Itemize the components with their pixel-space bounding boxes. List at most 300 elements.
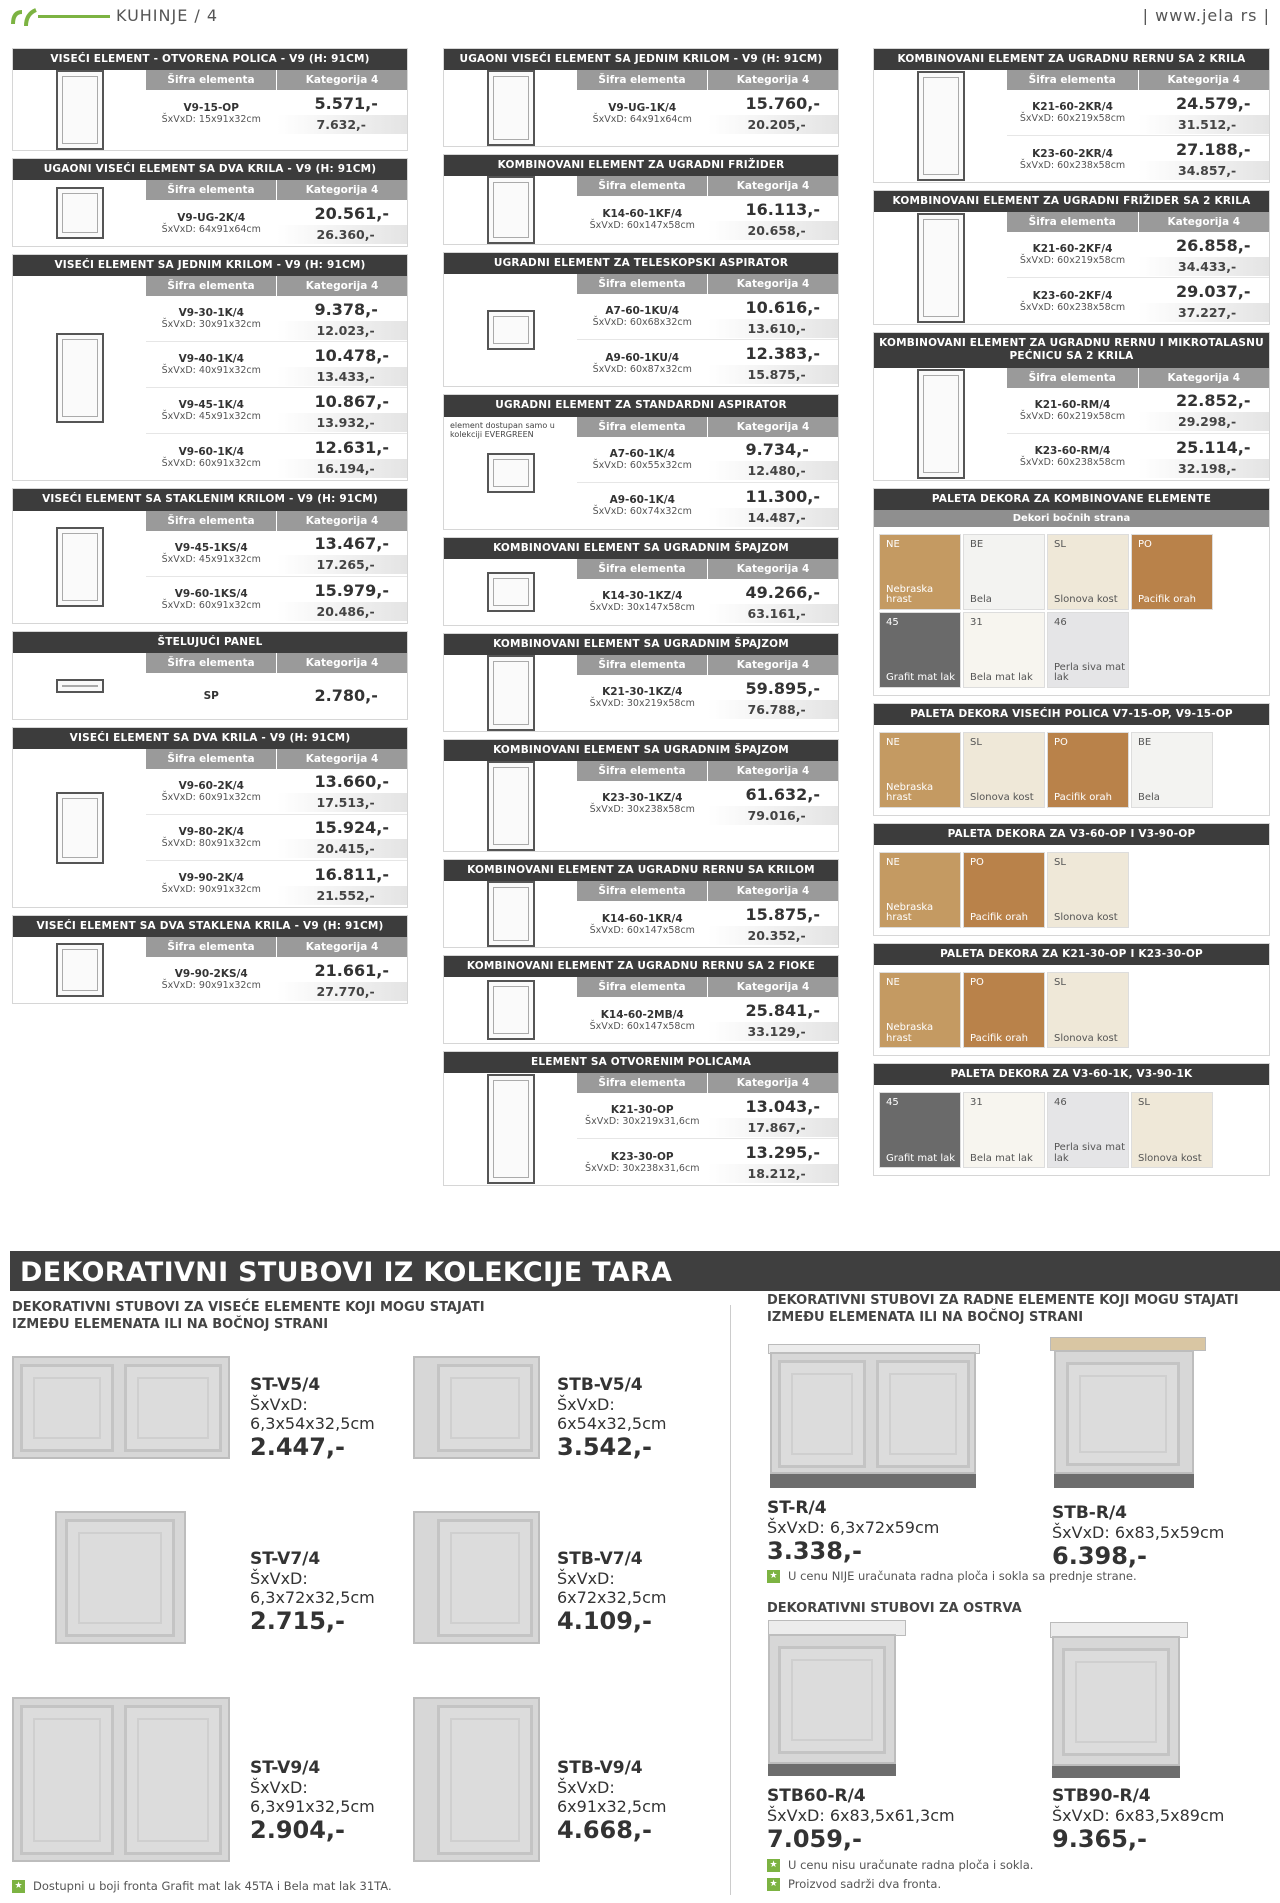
product-dim: 6,3x54x32,5cm (250, 1414, 375, 1433)
product-dimensions: ŠxVxD: 60x74x32cm (592, 506, 692, 517)
price-regular: 16.194,- (277, 459, 408, 478)
table-header (1007, 368, 1269, 388)
decor-swatch[interactable] (880, 733, 960, 807)
column-header-category: Kategorija 4 (707, 761, 838, 781)
product-image-stb-v9 (413, 1697, 540, 1862)
decor-palette (873, 943, 1270, 1056)
product-code: V9-15-OP (183, 101, 239, 114)
cabinet-icon (917, 71, 965, 181)
table-header (577, 559, 838, 579)
product-section (443, 154, 839, 245)
product-section (443, 252, 839, 387)
table-row (577, 579, 838, 625)
product-dimensions: ŠxVxD: 60x91x32cm (161, 600, 261, 611)
price-current: 11.300,- (708, 485, 839, 508)
product-dimensions: ŠxVxD: 60x91x32cm (161, 457, 261, 469)
section-title: KOMBINOVANI ELEMENT SA UGRADNIM ŠPAJZOM (444, 634, 838, 655)
product-dim: 6,3x91x32,5cm (250, 1797, 375, 1816)
price-regular: 79.016,- (708, 806, 839, 825)
price-current: 59.895,- (708, 677, 839, 700)
table-row (1007, 278, 1269, 324)
product-price: 4.668,- (557, 1816, 652, 1844)
table-row (146, 577, 407, 623)
swatch-code: BE (1138, 736, 1152, 748)
table-row (577, 90, 838, 136)
product-dim: 6x54x32,5cm (557, 1414, 667, 1433)
price-current: 13.660,- (277, 770, 408, 793)
table-row (146, 90, 407, 136)
decor-swatch[interactable] (880, 853, 960, 927)
product-dimensions: ŠxVxD: 90x91x32cm (161, 884, 261, 896)
swatch-name: Slonova kost (970, 792, 1034, 804)
price-regular: 20.415,- (277, 839, 408, 858)
product-dimensions: ŠxVxD: 60x238x58cm (1019, 159, 1126, 171)
table-row (146, 388, 407, 434)
product-code: V9-90-2K/4 (178, 872, 244, 885)
swatch-name: Perla siva mat lak (1054, 661, 1126, 684)
product-section (443, 633, 839, 732)
section-title: UGRADNI ELEMENT ZA TELESKOPSKI ASPIRATOR (444, 253, 838, 274)
table-row (146, 815, 407, 861)
product-dim-label: ŠxVxD: (250, 1778, 308, 1797)
island-posts-heading: DEKORATIVNI STUBOVI ZA OSTRVA (767, 1601, 1022, 1616)
price-current: 20.561,- (277, 202, 408, 225)
cabinet-icon (917, 369, 965, 479)
product-name: ST-V5/4 (250, 1375, 321, 1395)
swatch-name: Nebraska hrast (886, 1022, 934, 1044)
star-icon: ★ (12, 1880, 25, 1893)
swatch-name: Pacifik orah (970, 1032, 1028, 1044)
swatch-name: Pacifik orah (1054, 792, 1112, 804)
price-current: 12.631,- (277, 436, 408, 459)
product-dimensions: ŠxVxD: 30x147x58cm (589, 602, 695, 614)
decor-swatch[interactable] (964, 535, 1044, 609)
decor-swatch[interactable] (1132, 1093, 1212, 1167)
price-current: 13.043,- (708, 1095, 839, 1118)
price-regular: 13.610,- (708, 319, 839, 338)
palette-title: PALETA DEKORA ZA KOMBINOVANE ELEMENTE (874, 489, 1269, 510)
section-title: VISEĆI ELEMENT SA JEDNIM KRILOM - V9 (H: 91CM) (13, 255, 407, 276)
product-drawing (444, 1073, 577, 1185)
swatch-name: Perla siva mat lak (1054, 1142, 1126, 1164)
price-current: 22.852,- (1138, 389, 1269, 412)
price-regular: 12.023,- (277, 321, 408, 340)
decor-swatch[interactable] (1048, 535, 1128, 609)
price-regular: 12.480,- (708, 461, 839, 480)
price-regular: 20.205,- (708, 115, 839, 134)
cabinet-icon (56, 792, 104, 864)
decor-swatch[interactable] (1048, 613, 1128, 687)
decor-swatch[interactable] (964, 733, 1044, 807)
column-header-category: Kategorija 4 (707, 176, 838, 196)
table-row (146, 342, 407, 388)
product-drawing (444, 977, 577, 1043)
product-code: V9-45-1K/4 (178, 399, 244, 412)
column-header-category: Kategorija 4 (1138, 368, 1270, 388)
cabinet-icon (487, 310, 535, 350)
decor-swatch[interactable] (880, 1093, 960, 1167)
table-header (146, 653, 407, 673)
column-left (12, 48, 408, 1011)
product-drawing (13, 653, 146, 719)
decor-swatch[interactable] (964, 853, 1044, 927)
product-code: K23-60-2KR/4 (1032, 147, 1113, 160)
price-regular: 18.212,- (708, 1164, 839, 1183)
product-name: ST-V7/4 (250, 1549, 321, 1569)
base-posts-heading: DEKORATIVNI STUBOVI ZA RADNE ELEMENTE KOJI MOGU STAJATI IZMEĐU ELEMENATA ILI NA BOČNOJ STRANI (767, 1293, 1239, 1325)
decor-swatch[interactable] (964, 613, 1044, 687)
price-regular: 17.513,- (277, 793, 408, 812)
header-rule (38, 15, 110, 18)
column-header-code: Šifra elementa (598, 1077, 686, 1090)
decor-swatch[interactable] (1048, 1093, 1128, 1167)
product-code: K14-60-2MB/4 (600, 1008, 684, 1021)
column-header-code: Šifra elementa (1028, 371, 1116, 384)
column-header-category: Kategorija 4 (707, 559, 838, 579)
swatch-name: Nebraska hrast (886, 901, 934, 924)
column-header-category: Kategorija 4 (707, 417, 838, 437)
decor-swatch[interactable] (880, 613, 960, 687)
product-image-stb-r-plinth (1054, 1474, 1194, 1488)
price-current: 25.114,- (1138, 436, 1269, 459)
availability-note: element dostupan samo u kolekciji EVERGREEN (450, 420, 555, 440)
section-title: KOMBINOVANI ELEMENT ZA UGRADNU RERNU SA 2 FIOKE (444, 956, 838, 977)
brand-logo-icon (10, 4, 40, 30)
decor-swatch[interactable] (880, 535, 960, 609)
product-code: K23-60-2KF/4 (1032, 289, 1113, 302)
cabinet-icon (487, 70, 535, 146)
decor-swatch[interactable] (1048, 733, 1128, 807)
product-name: STB-V5/4 (557, 1375, 643, 1395)
price-current: 10.867,- (277, 390, 408, 413)
column-header-code: Šifra elementa (598, 658, 686, 671)
page-header (0, 0, 1280, 40)
palette-title: PALETA DEKORA ZA K21-30-OP I K23-30-OP (874, 944, 1269, 965)
product-code: V9-60-1KS/4 (174, 588, 248, 600)
product-stb60-r (767, 1786, 955, 1853)
swatch-code: 45 (886, 616, 899, 628)
product-code: SP (203, 689, 219, 702)
product-name: STB-R/4 (1052, 1503, 1127, 1523)
product-price: 3.338,- (767, 1537, 862, 1565)
product-image-st-v7 (55, 1511, 186, 1644)
column-middle (443, 48, 839, 1193)
swatch-name: Grafit mat lak (886, 672, 956, 684)
product-drawing (444, 761, 577, 851)
swatch-code: SL (1138, 1097, 1150, 1109)
column-header-category: Kategorija 4 (707, 274, 838, 294)
product-drawing (874, 368, 1007, 480)
product-dimensions: ŠxVxD: 15x91x32cm (161, 113, 261, 125)
decor-swatch[interactable] (964, 1093, 1044, 1167)
table-header (146, 749, 407, 769)
table-header (1007, 70, 1269, 90)
cabinet-icon (56, 527, 104, 607)
table-header (146, 937, 407, 957)
product-code: V9-40-1K/4 (178, 353, 244, 366)
product-code: K21-30-1KZ/4 (602, 686, 683, 699)
product-dimensions: ŠxVxD: 60x219x58cm (1019, 255, 1126, 267)
table-row (1007, 388, 1269, 434)
swatch-name: Slonova kost (1054, 594, 1118, 606)
hanging-posts-heading: DEKORATIVNI STUBOVI ZA VISEĆE ELEMENTE KOJI MOGU STAJATI IZMEĐU ELEMENATA ILI NA BOČNOJ STRANI (12, 1300, 485, 1332)
table-header (577, 655, 838, 675)
column-header-code: Šifra elementa (167, 940, 255, 953)
price-regular: 31.512,- (1138, 115, 1269, 134)
product-section (12, 488, 408, 623)
product-dim: 6x91x32,5cm (557, 1797, 667, 1816)
table-row (577, 437, 838, 483)
product-price: 2.715,- (250, 1607, 345, 1635)
swatch-code: 46 (1054, 616, 1067, 628)
product-code: K14-60-1KR/4 (601, 912, 683, 925)
palette-title: PALETA DEKORA VISEĆIH POLICA V7-15-OP, V9-15-OP (874, 704, 1269, 725)
section-title: VISEĆI ELEMENT SA DVA KRILA - V9 (H: 91CM) (13, 728, 407, 749)
price-regular: 20.352,- (708, 926, 839, 945)
section-title: ŠTELUJUĆI PANEL (13, 632, 407, 653)
swatch-name: Pacifik orah (1138, 594, 1196, 606)
product-code: A7-60-1KU/4 (605, 305, 680, 318)
product-st-v5 (250, 1375, 375, 1461)
table-header (577, 176, 838, 196)
swatch-name: Bela mat lak (970, 1152, 1033, 1164)
product-name: STB60-R/4 (767, 1786, 866, 1806)
cabinet-icon (56, 679, 104, 693)
product-drawing (13, 70, 146, 150)
note-island-2: ★ Proizvod sadrži dva fronta. (767, 1877, 941, 1891)
decor-palette (873, 488, 1270, 696)
swatch-name: Bela (1138, 792, 1160, 804)
product-dimensions: ŠxVxD: 60x147x58cm (589, 219, 695, 231)
product-code: V9-UG-1K/4 (608, 101, 677, 114)
cabinet-icon (56, 70, 104, 150)
product-code: A9-60-1K/4 (609, 494, 675, 506)
product-st-r (767, 1498, 939, 1565)
swatch-code: 46 (1054, 1097, 1067, 1109)
column-header-category: Kategorija 4 (276, 180, 407, 200)
product-code: V9-45-1KS/4 (174, 541, 248, 554)
section-title: KOMBINOVANI ELEMENT ZA UGRADNU RERNU I MIKROTALASNU PEĆNICU SA 2 KRILA (874, 333, 1269, 367)
swatch-code: 45 (886, 1097, 899, 1109)
palette-title: PALETA DEKORA ZA V3-60-1K, V3-90-1K (874, 1064, 1269, 1085)
product-price: 9.365,- (1052, 1825, 1147, 1853)
product-dimensions: ŠxVxD: 90x91x32cm (161, 980, 261, 992)
column-header-category: Kategorija 4 (1138, 70, 1270, 90)
product-code: K23-30-OP (610, 1150, 674, 1163)
product-dimensions: ŠxVxD: 40x91x32cm (161, 365, 261, 377)
product-drawing (13, 511, 146, 623)
product-drawing (874, 212, 1007, 324)
product-drawing (874, 70, 1007, 182)
column-header-category: Kategorija 4 (276, 937, 407, 957)
product-code: K14-30-1KZ/4 (602, 590, 683, 603)
product-name: ST-R/4 (767, 1498, 827, 1518)
cabinet-icon (487, 572, 535, 612)
palette-title: PALETA DEKORA ZA V3-60-OP I V3-90-OP (874, 824, 1269, 845)
decor-swatch[interactable] (964, 973, 1044, 1047)
swatch-code: NE (886, 977, 900, 988)
product-code: V9-60-2K/4 (178, 779, 244, 792)
swatch-name: Bela (970, 594, 992, 606)
price-current: 16.113,- (708, 198, 839, 221)
price-regular: 17.867,- (708, 1118, 839, 1137)
product-dimensions: ŠxVxD: 45x91x32cm (161, 553, 261, 565)
product-dim-label: ŠxVxD: (250, 1395, 308, 1414)
cabinet-icon (56, 943, 104, 997)
product-dimensions: ŠxVxD: 60x87x32cm (592, 363, 692, 375)
price-current: 5.571,- (277, 92, 408, 115)
product-price: 7.059,- (767, 1825, 862, 1853)
palette-subtitle: Dekori bočnih strana (874, 510, 1269, 527)
price-regular: 15.875,- (708, 365, 839, 384)
decor-swatch[interactable] (1048, 853, 1128, 927)
swatch-code: 31 (970, 1097, 983, 1109)
price-current: 27.188,- (1138, 138, 1269, 161)
price-regular: 20.486,- (277, 602, 408, 621)
product-code: K21-30-OP (610, 1104, 674, 1117)
price-regular: 33.129,- (708, 1022, 839, 1041)
cabinet-icon (487, 980, 535, 1040)
section-title: ELEMENT SA OTVORENIM POLICAMA (444, 1052, 838, 1073)
decor-palette (873, 1063, 1270, 1176)
swatch-code: SL (1054, 977, 1066, 988)
product-code: K23-30-1KZ/4 (602, 792, 683, 805)
product-dimensions: ŠxVxD: 60x147x58cm (589, 1020, 695, 1032)
product-image-st-r (770, 1352, 976, 1474)
section-title: VISEĆI ELEMENT - OTVORENA POLICA - V9 (H: 91CM) (13, 49, 407, 70)
swatch-code: SL (1054, 538, 1066, 550)
table-row (146, 673, 407, 719)
table-header (577, 881, 838, 901)
product-code: V9-80-2K/4 (178, 825, 244, 838)
price-current: 9.734,- (708, 438, 839, 461)
product-drawing (13, 749, 146, 907)
product-dimensions: ŠxVxD: 30x219x31,6cm (585, 1116, 700, 1128)
product-image-stb90-r (1052, 1636, 1180, 1766)
product-dimensions: ŠxVxD: 60x219x58cm (1019, 113, 1126, 125)
column-header-code: Šifra elementa (167, 514, 255, 527)
cabinet-icon (487, 176, 535, 244)
price-regular: 76.788,- (708, 700, 839, 719)
price-regular: 32.198,- (1138, 459, 1269, 478)
decor-swatch[interactable] (880, 973, 960, 1047)
column-header-category: Kategorija 4 (276, 276, 407, 296)
product-drawing (444, 655, 577, 731)
section-title: KOMBINOVANI ELEMENT SA UGRADNIM ŠPAJZOM (444, 740, 838, 761)
table-row (577, 781, 838, 827)
price-current: 24.579,- (1138, 92, 1269, 115)
table-row (1007, 90, 1269, 136)
product-drawing (444, 881, 577, 947)
product-section (12, 915, 408, 1004)
column-header-code: Šifra elementa (167, 74, 255, 87)
cabinet-icon (487, 1074, 535, 1184)
price-regular: 34.433,- (1138, 257, 1269, 276)
product-name: STB-V9/4 (557, 1758, 643, 1778)
price-current: 26.858,- (1138, 234, 1269, 257)
product-section (873, 332, 1270, 480)
product-section (12, 727, 408, 908)
decor-swatch[interactable] (1132, 535, 1212, 609)
swatch-code: SL (1054, 856, 1066, 868)
price-regular: 27.770,- (277, 982, 408, 1001)
decor-palette (873, 703, 1270, 816)
column-header-code: Šifra elementa (167, 184, 255, 197)
product-dim: ŠxVxD: 6x83,5x61,3cm (767, 1806, 955, 1825)
column-header-category: Kategorija 4 (707, 881, 838, 901)
table-row (146, 296, 407, 342)
product-section (443, 537, 839, 626)
price-current: 25.841,- (708, 999, 839, 1022)
swatch-name: Pacifik orah (970, 912, 1028, 924)
product-price: 3.542,- (557, 1433, 652, 1461)
product-stb-v9 (557, 1758, 666, 1844)
column-right (873, 48, 1270, 1183)
swatch-code: BE (970, 538, 984, 550)
product-price: 2.447,- (250, 1433, 345, 1461)
price-current: 21.661,- (277, 959, 408, 982)
product-dimensions: ŠxVxD: 80x91x32cm (161, 837, 261, 849)
column-header-category: Kategorija 4 (707, 70, 838, 90)
column-header-code: Šifra elementa (1028, 216, 1116, 229)
product-dimensions: ŠxVxD: 60x68x32cm (592, 317, 692, 329)
column-header-code: Šifra elementa (1028, 74, 1116, 87)
column-header-code: Šifra elementa (598, 278, 686, 291)
section-title: VISEĆI ELEMENT SA STAKLENIM KRILOM - V9 (H: 91CM) (13, 489, 407, 510)
decor-swatch[interactable] (1132, 733, 1212, 807)
product-image-stb90-r-plinth (1052, 1766, 1180, 1778)
product-dimensions: ŠxVxD: 30x238x31,6cm (585, 1162, 700, 1174)
column-header-code: Šifra elementa (598, 764, 686, 777)
table-row (577, 294, 838, 340)
swatch-code: NE (886, 856, 900, 868)
product-drawing (444, 559, 577, 625)
product-section (443, 1051, 839, 1186)
price-current: 13.295,- (708, 1141, 839, 1164)
product-code: A7-60-1K/4 (609, 447, 675, 460)
column-header-category: Kategorija 4 (1138, 212, 1270, 232)
table-row (577, 340, 838, 386)
product-code: K21-60-RM/4 (1034, 398, 1111, 411)
column-header-code: Šifra elementa (167, 752, 255, 765)
product-dim: ŠxVxD: 6x83,5x59cm (1052, 1523, 1225, 1542)
price-regular: 21.552,- (277, 886, 408, 905)
table-header (577, 274, 838, 294)
decor-palette (873, 823, 1270, 936)
product-section (443, 955, 839, 1044)
swatch-code: PO (1138, 538, 1152, 550)
price-current: 2.780,- (277, 684, 408, 707)
product-dim: 6,3x72x32,5cm (250, 1588, 375, 1607)
product-dim: ŠxVxD: 6x83,5x89cm (1052, 1806, 1225, 1825)
product-drawing (444, 417, 577, 529)
column-header-code: Šifra elementa (598, 420, 686, 433)
website-url[interactable]: | www.jela rs | (1142, 6, 1270, 25)
price-current: 49.266,- (708, 581, 839, 604)
product-code: K21-60-2KF/4 (1032, 243, 1113, 256)
product-image-st-r-plinth (770, 1474, 976, 1488)
product-code: A9-60-1KU/4 (605, 351, 680, 364)
table-header (146, 276, 407, 296)
product-image-stb-v7 (413, 1511, 540, 1644)
product-drawing (444, 70, 577, 146)
product-dimensions: ŠxVxD: 30x91x32cm (161, 319, 261, 331)
product-dim-label: ŠxVxD: (557, 1395, 615, 1414)
table-row (146, 957, 407, 1003)
decor-swatch[interactable] (1048, 973, 1128, 1047)
swatch-name: Nebraska hrast (886, 781, 934, 804)
column-header-category: Kategorija 4 (707, 977, 838, 997)
